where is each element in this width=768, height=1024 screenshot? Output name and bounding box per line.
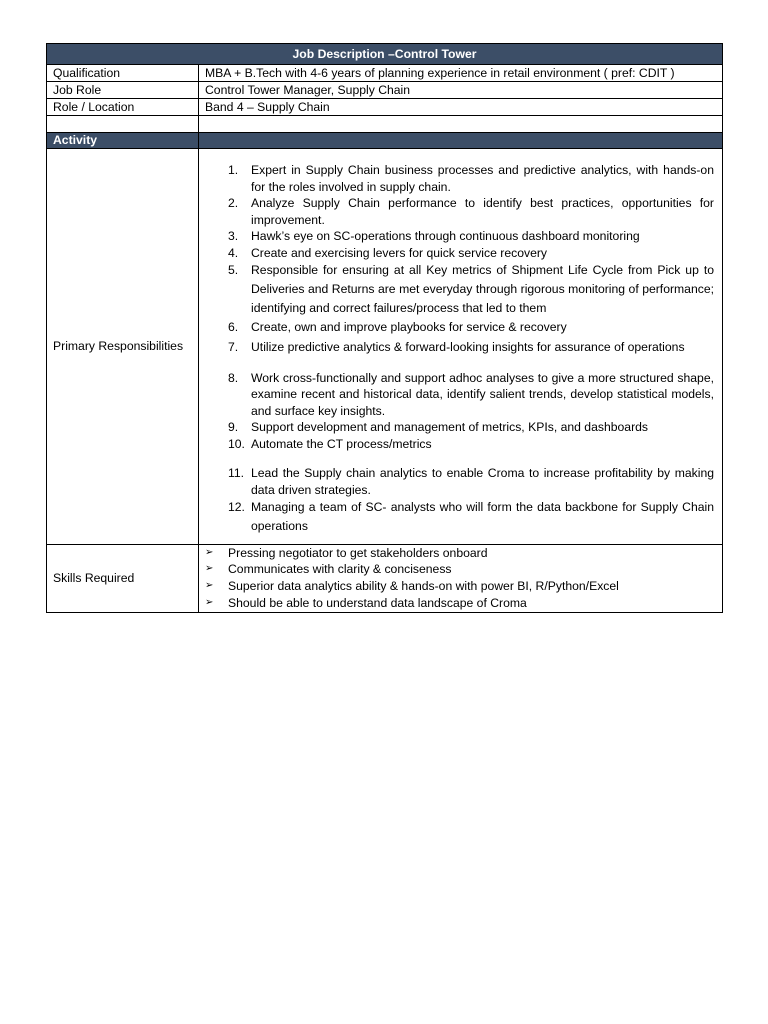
responsibilities-list: [205, 162, 716, 536]
list-item: [205, 195, 716, 228]
list-item-text: Support development and management of metrics, KPIs, and dashboards: [251, 420, 649, 435]
qualification-label: Qualification: [47, 65, 199, 82]
list-number: 12.: [228, 500, 245, 515]
list-number: 4.: [228, 245, 239, 260]
list-number: 9.: [228, 420, 239, 435]
list-item-text: Lead the Supply chain analytics to enable Croma to increase profitability by making data driven strategies.: [251, 466, 714, 497]
table-title-row: [47, 44, 723, 65]
list-item-text: Work cross-functionally and support adhoc analyses to give a more structured shape, examine recent and historical data, identify salient trends, develop statistical models, and surface key insights.: [251, 370, 714, 418]
list-item: [205, 436, 716, 453]
list-item: [205, 245, 716, 262]
role-location-label: Role / Location: [47, 99, 199, 116]
list-item-text: Analyze Supply Chain performance to identify best practices, opportunities for improvement.: [251, 196, 714, 227]
list-number: 2.: [228, 196, 239, 210]
list-number: 6.: [228, 320, 239, 335]
empty-cell-left: [47, 116, 199, 133]
list-item: [205, 228, 716, 245]
list-item: [205, 545, 716, 562]
list-number: 8.: [228, 370, 239, 385]
list-item: [205, 578, 716, 595]
list-item: [205, 419, 716, 436]
skills-cell: [199, 544, 723, 612]
document-page: [46, 43, 722, 613]
responsibilities-label: Primary Responsibilities: [47, 149, 199, 545]
list-item-text: Pressing negotiator to get stakeholders onboard: [228, 545, 488, 560]
skills-row: [47, 544, 723, 612]
list-item-text: Communicates with clarity & conciseness: [228, 562, 452, 577]
list-item-text: Utilize predictive analytics & forward-looking insights for assurance of operations: [251, 339, 685, 354]
activity-header-row: [47, 133, 723, 149]
list-item-text: Should be able to understand data landscape of Croma: [228, 595, 527, 610]
list-item: [205, 338, 716, 357]
activity-label: Activity: [47, 133, 199, 149]
list-item: [205, 561, 716, 578]
job-role-label: Job Role: [47, 82, 199, 99]
skills-label: Skills Required: [47, 544, 199, 612]
list-number: 11.: [228, 466, 245, 481]
list-item: [205, 498, 716, 536]
list-item: [205, 595, 716, 612]
qualification-row: [47, 65, 723, 82]
list-number: 7.: [228, 339, 239, 354]
list-item-text: Create and exercising levers for quick service recovery: [251, 245, 548, 260]
job-role-value: Control Tower Manager, Supply Chain: [199, 82, 723, 99]
skills-list: [205, 545, 716, 611]
list-number: 3.: [228, 229, 239, 243]
activity-header-fill: [199, 133, 723, 149]
list-number: 1.: [228, 163, 239, 177]
arrow-bullet-icon: ➢: [205, 563, 214, 575]
responsibilities-row: [47, 149, 723, 545]
list-item: [205, 162, 716, 195]
list-item-text: Managing a team of SC- analysts who will form the data backbone for Supply Chain operations: [251, 500, 714, 533]
role-location-row: [47, 99, 723, 116]
empty-cell-right: [199, 116, 723, 133]
arrow-bullet-icon: ➢: [205, 596, 214, 608]
list-number: 10.: [228, 436, 245, 451]
list-item-text: Expert in Supply Chain business processes and predictive analytics, with hands-on for the roles involved in supply chain.: [251, 163, 714, 194]
table-title: Job Description –Control Tower: [47, 44, 723, 65]
role-location-value: Band 4 – Supply Chain: [199, 99, 723, 116]
list-item-text: Superior data analytics ability & hands-on with power BI, R/Python/Excel: [228, 578, 619, 593]
empty-row: [47, 116, 723, 133]
job-role-row: [47, 82, 723, 99]
responsibilities-cell: [199, 149, 723, 545]
list-item-text: Hawk’s eye on SC-operations through continuous dashboard monitoring: [251, 229, 640, 243]
qualification-value: MBA + B.Tech with 4-6 years of planning experience in retail environment ( pref: CDIT ): [199, 65, 723, 82]
list-item: [205, 261, 716, 317]
list-item: [205, 465, 716, 498]
list-item-text: Create, own and improve playbooks for service & recovery: [251, 320, 567, 335]
list-item: [205, 319, 716, 336]
job-description-table: [46, 43, 723, 613]
list-item-text: Automate the CT process/metrics: [251, 436, 432, 451]
list-item: [205, 370, 716, 420]
list-number: 5.: [228, 263, 239, 277]
list-item-text: Responsible for ensuring at all Key metrics of Shipment Life Cycle from Pick up to Deliveries and Returns are met everyday through rigorous monitoring of performance; identifying and correct failures/process that led to them: [251, 263, 714, 315]
arrow-bullet-icon: ➢: [205, 546, 214, 558]
arrow-bullet-icon: ➢: [205, 579, 214, 591]
